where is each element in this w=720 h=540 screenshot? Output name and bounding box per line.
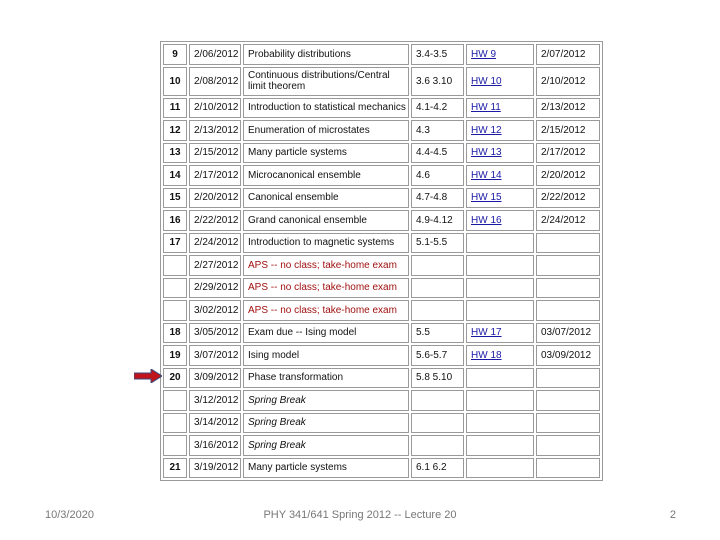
lecture-number-cell: 12 — [163, 120, 187, 141]
topic-cell: Continuous distributions/Central limit theorem — [243, 67, 409, 96]
table-row — [163, 210, 600, 231]
reading-cell — [411, 255, 464, 276]
due-date-cell — [536, 300, 600, 321]
topic-cell: APS -- no class; take-home exam — [243, 255, 409, 276]
homework-link[interactable]: HW 18 — [466, 345, 534, 366]
homework-link — [466, 390, 534, 411]
date-cell: 3/05/2012 — [189, 323, 241, 344]
topic-cell: Spring Break — [243, 413, 409, 434]
date-cell: 2/27/2012 — [189, 255, 241, 276]
reading-cell: 4.9-4.12 — [411, 210, 464, 231]
reading-cell: 4.7-4.8 — [411, 188, 464, 209]
table-row — [163, 278, 600, 299]
table-row — [163, 458, 600, 479]
lecture-number-cell — [163, 413, 187, 434]
footer-date: 10/3/2020 — [45, 509, 94, 521]
topic-cell: Exam due -- Ising model — [243, 323, 409, 344]
lecture-number-cell: 9 — [163, 44, 187, 65]
lecture-number-cell: 18 — [163, 323, 187, 344]
homework-link[interactable]: HW 10 — [466, 67, 534, 96]
homework-link[interactable]: HW 12 — [466, 120, 534, 141]
date-cell: 2/08/2012 — [189, 67, 241, 96]
table-row — [163, 165, 600, 186]
topic-cell: Introduction to magnetic systems — [243, 233, 409, 254]
homework-link — [466, 368, 534, 389]
table-row — [163, 300, 600, 321]
date-cell: 3/09/2012 — [189, 368, 241, 389]
date-cell: 3/07/2012 — [189, 345, 241, 366]
due-date-cell — [536, 435, 600, 456]
homework-link[interactable]: HW 13 — [466, 143, 534, 164]
date-cell: 2/22/2012 — [189, 210, 241, 231]
topic-cell: Many particle systems — [243, 458, 409, 479]
table-row — [163, 413, 600, 434]
topic-cell: Canonical ensemble — [243, 188, 409, 209]
right-arrow-icon — [134, 369, 162, 383]
date-cell: 2/17/2012 — [189, 165, 241, 186]
date-cell: 3/12/2012 — [189, 390, 241, 411]
homework-link[interactable]: HW 17 — [466, 323, 534, 344]
date-cell: 2/20/2012 — [189, 188, 241, 209]
table-row — [163, 255, 600, 276]
due-date-cell: 2/24/2012 — [536, 210, 600, 231]
table-row — [163, 143, 600, 164]
table-row — [163, 323, 600, 344]
homework-link — [466, 255, 534, 276]
reading-cell — [411, 390, 464, 411]
reading-cell: 4.1-4.2 — [411, 98, 464, 119]
topic-cell: Many particle systems — [243, 143, 409, 164]
lecture-number-cell: 10 — [163, 67, 187, 96]
table-row — [163, 98, 600, 119]
reading-cell: 4.3 — [411, 120, 464, 141]
due-date-cell — [536, 458, 600, 479]
lecture-number-cell: 20 — [163, 368, 187, 389]
topic-cell: Phase transformation — [243, 368, 409, 389]
date-cell: 2/10/2012 — [189, 98, 241, 119]
lecture-number-cell: 21 — [163, 458, 187, 479]
reading-cell — [411, 435, 464, 456]
date-cell: 3/19/2012 — [189, 458, 241, 479]
lecture-number-cell: 14 — [163, 165, 187, 186]
due-date-cell — [536, 390, 600, 411]
page-number: 2 — [669, 509, 676, 521]
lecture-number-cell — [163, 435, 187, 456]
reading-cell: 3.4-3.5 — [411, 44, 464, 65]
table-row — [163, 67, 600, 96]
due-date-cell — [536, 413, 600, 434]
reading-cell — [411, 300, 464, 321]
topic-cell: Probability distributions — [243, 44, 409, 65]
due-date-cell: 2/07/2012 — [536, 44, 600, 65]
due-date-cell: 03/09/2012 — [536, 345, 600, 366]
table-row — [163, 435, 600, 456]
reading-cell: 5.5 — [411, 323, 464, 344]
topic-cell: Spring Break — [243, 435, 409, 456]
lecture-number-cell — [163, 255, 187, 276]
homework-link[interactable]: HW 9 — [466, 44, 534, 65]
lecture-number-cell — [163, 390, 187, 411]
table-row — [163, 368, 600, 389]
homework-link[interactable]: HW 14 — [466, 165, 534, 186]
table-row — [163, 44, 600, 65]
topic-cell: APS -- no class; take-home exam — [243, 300, 409, 321]
due-date-cell: 2/20/2012 — [536, 165, 600, 186]
due-date-cell: 2/17/2012 — [536, 143, 600, 164]
homework-link[interactable]: HW 16 — [466, 210, 534, 231]
footer-title: PHY 341/641 Spring 2012 -- Lecture 20 — [263, 509, 457, 521]
lecture-number-cell: 13 — [163, 143, 187, 164]
homework-link — [466, 233, 534, 254]
due-date-cell: 2/13/2012 — [536, 98, 600, 119]
date-cell: 2/06/2012 — [189, 44, 241, 65]
due-date-cell — [536, 278, 600, 299]
date-cell: 2/29/2012 — [189, 278, 241, 299]
date-cell: 3/14/2012 — [189, 413, 241, 434]
lecture-number-cell: 11 — [163, 98, 187, 119]
topic-cell: Introduction to statistical mechanics — [243, 98, 409, 119]
reading-cell: 4.6 — [411, 165, 464, 186]
lecture-number-cell — [163, 278, 187, 299]
reading-cell: 3.6 3.10 — [411, 67, 464, 96]
table-row — [163, 120, 600, 141]
schedule-body — [163, 44, 600, 478]
due-date-cell: 2/22/2012 — [536, 188, 600, 209]
homework-link — [466, 300, 534, 321]
date-cell: 3/16/2012 — [189, 435, 241, 456]
topic-cell: APS -- no class; take-home exam — [243, 278, 409, 299]
lecture-number-cell: 16 — [163, 210, 187, 231]
due-date-cell — [536, 255, 600, 276]
reading-cell — [411, 278, 464, 299]
due-date-cell: 2/15/2012 — [536, 120, 600, 141]
homework-link — [466, 278, 534, 299]
due-date-cell — [536, 233, 600, 254]
lecture-number-cell — [163, 300, 187, 321]
reading-cell: 5.8 5.10 — [411, 368, 464, 389]
table-row — [163, 390, 600, 411]
topic-cell: Enumeration of microstates — [243, 120, 409, 141]
date-cell: 2/24/2012 — [189, 233, 241, 254]
reading-cell: 6.1 6.2 — [411, 458, 464, 479]
lecture-number-cell: 17 — [163, 233, 187, 254]
due-date-cell — [536, 368, 600, 389]
reading-cell: 4.4-4.5 — [411, 143, 464, 164]
table-row — [163, 188, 600, 209]
date-cell: 2/15/2012 — [189, 143, 241, 164]
topic-cell: Spring Break — [243, 390, 409, 411]
schedule-table — [160, 41, 603, 481]
topic-cell: Microcanonical ensemble — [243, 165, 409, 186]
topic-cell: Grand canonical ensemble — [243, 210, 409, 231]
homework-link[interactable]: HW 15 — [466, 188, 534, 209]
homework-link — [466, 413, 534, 434]
due-date-cell: 2/10/2012 — [536, 67, 600, 96]
date-cell: 3/02/2012 — [189, 300, 241, 321]
table-row — [163, 233, 600, 254]
homework-link[interactable]: HW 11 — [466, 98, 534, 119]
homework-link — [466, 435, 534, 456]
lecture-number-cell: 15 — [163, 188, 187, 209]
due-date-cell: 03/07/2012 — [536, 323, 600, 344]
reading-cell: 5.6-5.7 — [411, 345, 464, 366]
topic-cell: Ising model — [243, 345, 409, 366]
homework-link — [466, 458, 534, 479]
reading-cell: 5.1-5.5 — [411, 233, 464, 254]
date-cell: 2/13/2012 — [189, 120, 241, 141]
reading-cell — [411, 413, 464, 434]
lecture-number-cell: 19 — [163, 345, 187, 366]
table-row — [163, 345, 600, 366]
